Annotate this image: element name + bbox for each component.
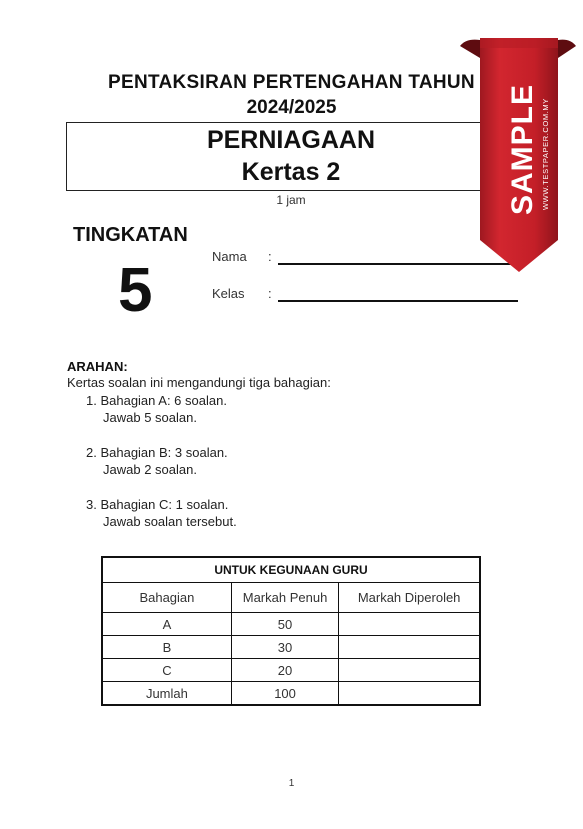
instructions-intro: Kertas soalan ini mengandungi tiga bahagian:: [67, 375, 331, 390]
instruction-line: 3. Bahagian C: 1 soalan.: [86, 497, 229, 512]
ribbon-fold-right: [558, 40, 576, 58]
instruction-line: Jawab soalan tersebut.: [103, 514, 237, 529]
obtained-mark-cell[interactable]: [339, 636, 480, 659]
marks-table-caption: UNTUK KEGUNAAN GURU: [102, 557, 480, 583]
section-cell: C: [102, 659, 231, 682]
full-mark-cell: 30: [231, 636, 338, 659]
sample-watermark-site: WWW.TESTPAPER.COM.MY: [541, 98, 550, 210]
subject-title: PERNIAGAAN: [206, 126, 376, 154]
sample-ribbon: [458, 0, 578, 280]
duration-text: 1 jam: [276, 193, 306, 207]
section-cell: A: [102, 613, 231, 636]
form-number: 5: [118, 256, 153, 325]
total-full-mark-cell: 100: [231, 682, 338, 706]
full-mark-cell: 50: [231, 613, 338, 636]
instruction-line: Jawab 2 soalan.: [103, 462, 197, 477]
instruction-line: 1. Bahagian A: 6 soalan.: [86, 393, 227, 408]
exam-year: 2024/2025: [246, 97, 337, 118]
obtained-mark-cell[interactable]: [339, 659, 480, 682]
page-number: 1: [288, 778, 295, 789]
class-colon: :: [268, 286, 272, 301]
table-row: [102, 659, 480, 682]
table-row: [102, 682, 480, 706]
total-obtained-mark-cell[interactable]: [339, 682, 480, 706]
table-row: [102, 613, 480, 636]
instruction-item-2: [86, 444, 228, 478]
instruction-line: 2. Bahagian B: 3 soalan.: [86, 445, 228, 460]
instruction-item-1: [86, 392, 227, 426]
column-header: Markah Penuh: [231, 583, 338, 613]
form-label: TINGKATAN: [73, 224, 188, 246]
sample-watermark-text: SAMPLE: [506, 83, 539, 215]
instruction-item-3: [86, 496, 237, 530]
column-header: Markah Diperoleh: [339, 583, 480, 613]
exam-title: PENTAKSIRAN PERTENGAHAN TAHUN: [108, 72, 475, 93]
ribbon-fold-left: [460, 40, 480, 58]
paper-title: Kertas 2: [241, 158, 341, 186]
table-row: [102, 636, 480, 659]
section-cell: B: [102, 636, 231, 659]
full-mark-cell: 20: [231, 659, 338, 682]
obtained-mark-cell[interactable]: [339, 613, 480, 636]
total-label-cell: Jumlah: [102, 682, 231, 706]
marks-table: [101, 556, 481, 706]
class-label: Kelas: [212, 286, 245, 301]
name-label: Nama: [212, 249, 247, 264]
name-colon: :: [268, 249, 272, 264]
class-field[interactable]: [278, 300, 518, 302]
instruction-line: Jawab 5 soalan.: [103, 410, 197, 425]
instructions-title: ARAHAN:: [67, 359, 128, 374]
column-header: Bahagian: [102, 583, 231, 613]
